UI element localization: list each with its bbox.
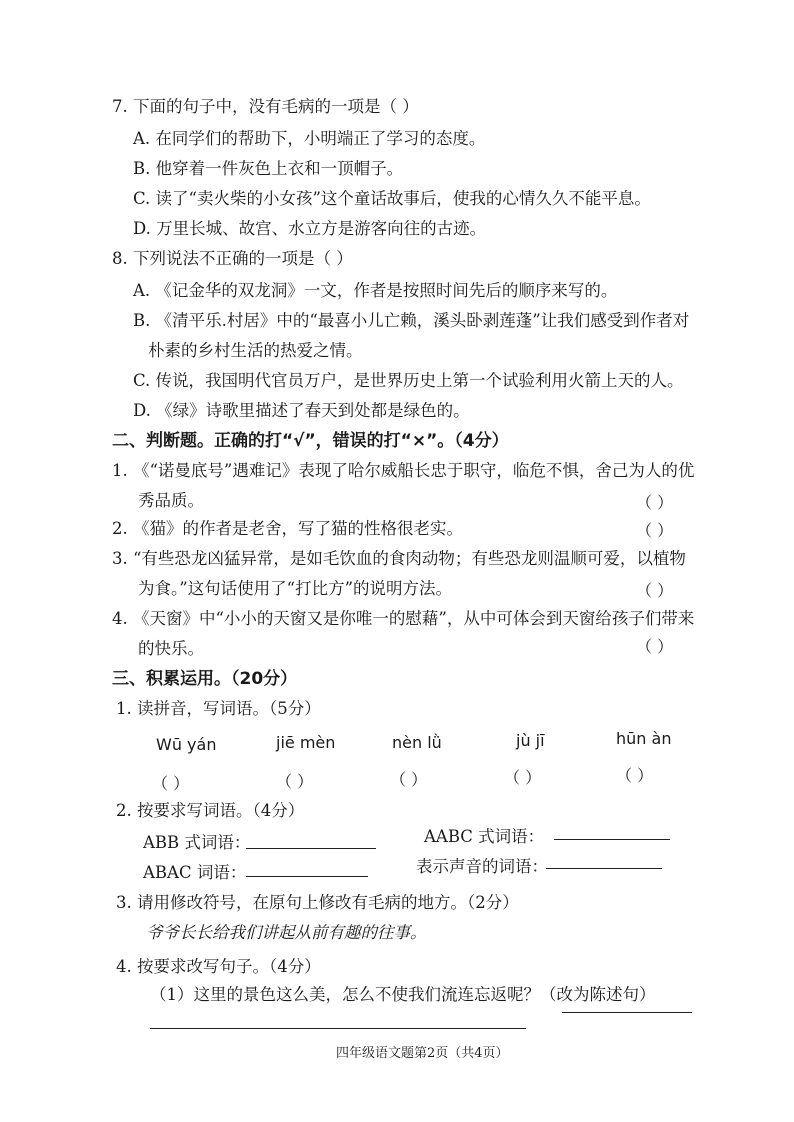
- sound-words-answer-blank[interactable]: [546, 868, 662, 869]
- judge-1-line2: 秀品质。: [138, 491, 204, 510]
- section-2-heading: 二、判断题。正确的打“√”，错误的打“×”。（4分）: [112, 431, 509, 451]
- judge-3-answer-paren[interactable]: （ ）: [636, 581, 674, 600]
- page-footer: 四年级语文题第2页（共4页）: [336, 1046, 509, 1061]
- q7-option-b: B. 他穿着一件灰色上衣和一顶帽子。: [133, 159, 404, 178]
- judge-3-line2: 为食。”这句话使用了“打比方”的说明方法。: [138, 579, 453, 598]
- question-8: 8. 下列说法不正确的一项是（ ）: [112, 249, 353, 268]
- judge-1-line1: 1. 《“诺曼底号”遇难记》表现了哈尔威船长忠于职守，临危不惧，舍己为人的优: [112, 461, 695, 480]
- abac-label: ABAC 词语：: [143, 863, 247, 882]
- sound-words-label: 表示声音的词语：: [416, 857, 548, 876]
- q8-option-c: C. 传说，我国明代官员万户，是世界历史上第一个试验利用火箭上天的人。: [133, 371, 684, 390]
- question-7: 7. 下面的句子中，没有毛病的一项是（ ）: [112, 97, 419, 116]
- pinyin-answer-5[interactable]: （ ）: [616, 766, 654, 785]
- pinyin-5: hūn àn: [616, 729, 672, 748]
- abac-answer-blank[interactable]: [246, 876, 368, 877]
- judge-2-answer-paren[interactable]: （ ）: [636, 521, 674, 540]
- aabc-answer-blank[interactable]: [554, 839, 670, 840]
- s3-question-3-sentence: 爷爷长长给我们讲起从前有趣的往事。: [146, 923, 427, 942]
- q8-option-b-line1: B. 《清平乐.村居》中的“最喜小儿亡赖，溪头卧剥莲蓬”让我们感受到作者对: [133, 311, 690, 330]
- judge-4-line2: 的快乐。: [138, 639, 204, 658]
- q7-option-c: C. 读了“卖火柴的小女孩”这个童话故事后，使我的心情久久不能平息。: [133, 189, 651, 208]
- q4-answer-blank-right[interactable]: [562, 1012, 692, 1013]
- judge-3-line1: 3. “有些恐龙凶猛异常，是如毛饮血的食肉动物；有些恐龙则温顺可爱，以植物: [112, 549, 686, 568]
- q8-option-d: D. 《绿》诗歌里描述了春天到处都是绿色的。: [133, 401, 470, 420]
- q8-option-a: A. 《记金华的双龙洞》一文，作者是按照时间先后的顺序来写的。: [133, 281, 618, 300]
- q4-answer-blank-left[interactable]: [150, 1028, 526, 1029]
- aabc-label: AABC 式词语：: [424, 827, 545, 846]
- pinyin-2: jiē mèn: [276, 733, 336, 752]
- s3-question-1: 1. 读拼音，写词语。（5分）: [116, 699, 321, 718]
- judge-1-answer-paren[interactable]: （ ）: [636, 493, 674, 512]
- judge-4-answer-paren[interactable]: （ ）: [636, 637, 674, 656]
- pinyin-answer-1[interactable]: （ ）: [152, 774, 190, 793]
- q8-option-b-line2: 朴素的乡村生活的热爱之情。: [148, 341, 363, 360]
- abb-label: ABB 式词语：: [143, 833, 251, 852]
- pinyin-answer-2[interactable]: （ ）: [276, 772, 314, 791]
- s3-question-4: 4. 按要求改写句子。（4分）: [116, 957, 321, 976]
- s3-question-2: 2. 按要求写词语。（4分）: [116, 801, 305, 820]
- abb-answer-blank[interactable]: [246, 848, 376, 849]
- pinyin-4: jù jī: [516, 731, 545, 750]
- judge-2: 2. 《猫》的作者是老舍，写了猫的性格很老实。: [112, 519, 463, 538]
- section-3-heading: 三、积累运用。（20分）: [112, 669, 298, 689]
- pinyin-answer-3[interactable]: （ ）: [390, 770, 428, 789]
- s3-question-3: 3. 请用修改符号，在原句上修改有毛病的地方。（2分）: [116, 893, 519, 912]
- q7-option-a: A. 在同学们的帮助下，小明端正了学习的态度。: [133, 129, 486, 148]
- pinyin-answer-4[interactable]: （ ）: [504, 768, 542, 787]
- pinyin-3: nèn lǜ: [392, 733, 442, 752]
- judge-4-line1: 4. 《天窗》中“小小的天窗又是你唯一的慰藉”，从中可体会到天窗给孩子们带来: [112, 609, 695, 628]
- pinyin-1: Wū yán: [156, 735, 217, 754]
- s3-question-4-sub1: （1）这里的景色这么美，怎么不使我们流连忘返呢？（改为陈述句）: [150, 985, 656, 1004]
- q7-option-d: D. 万里长城、故宫、水立方是游客向往的古迹。: [133, 219, 487, 238]
